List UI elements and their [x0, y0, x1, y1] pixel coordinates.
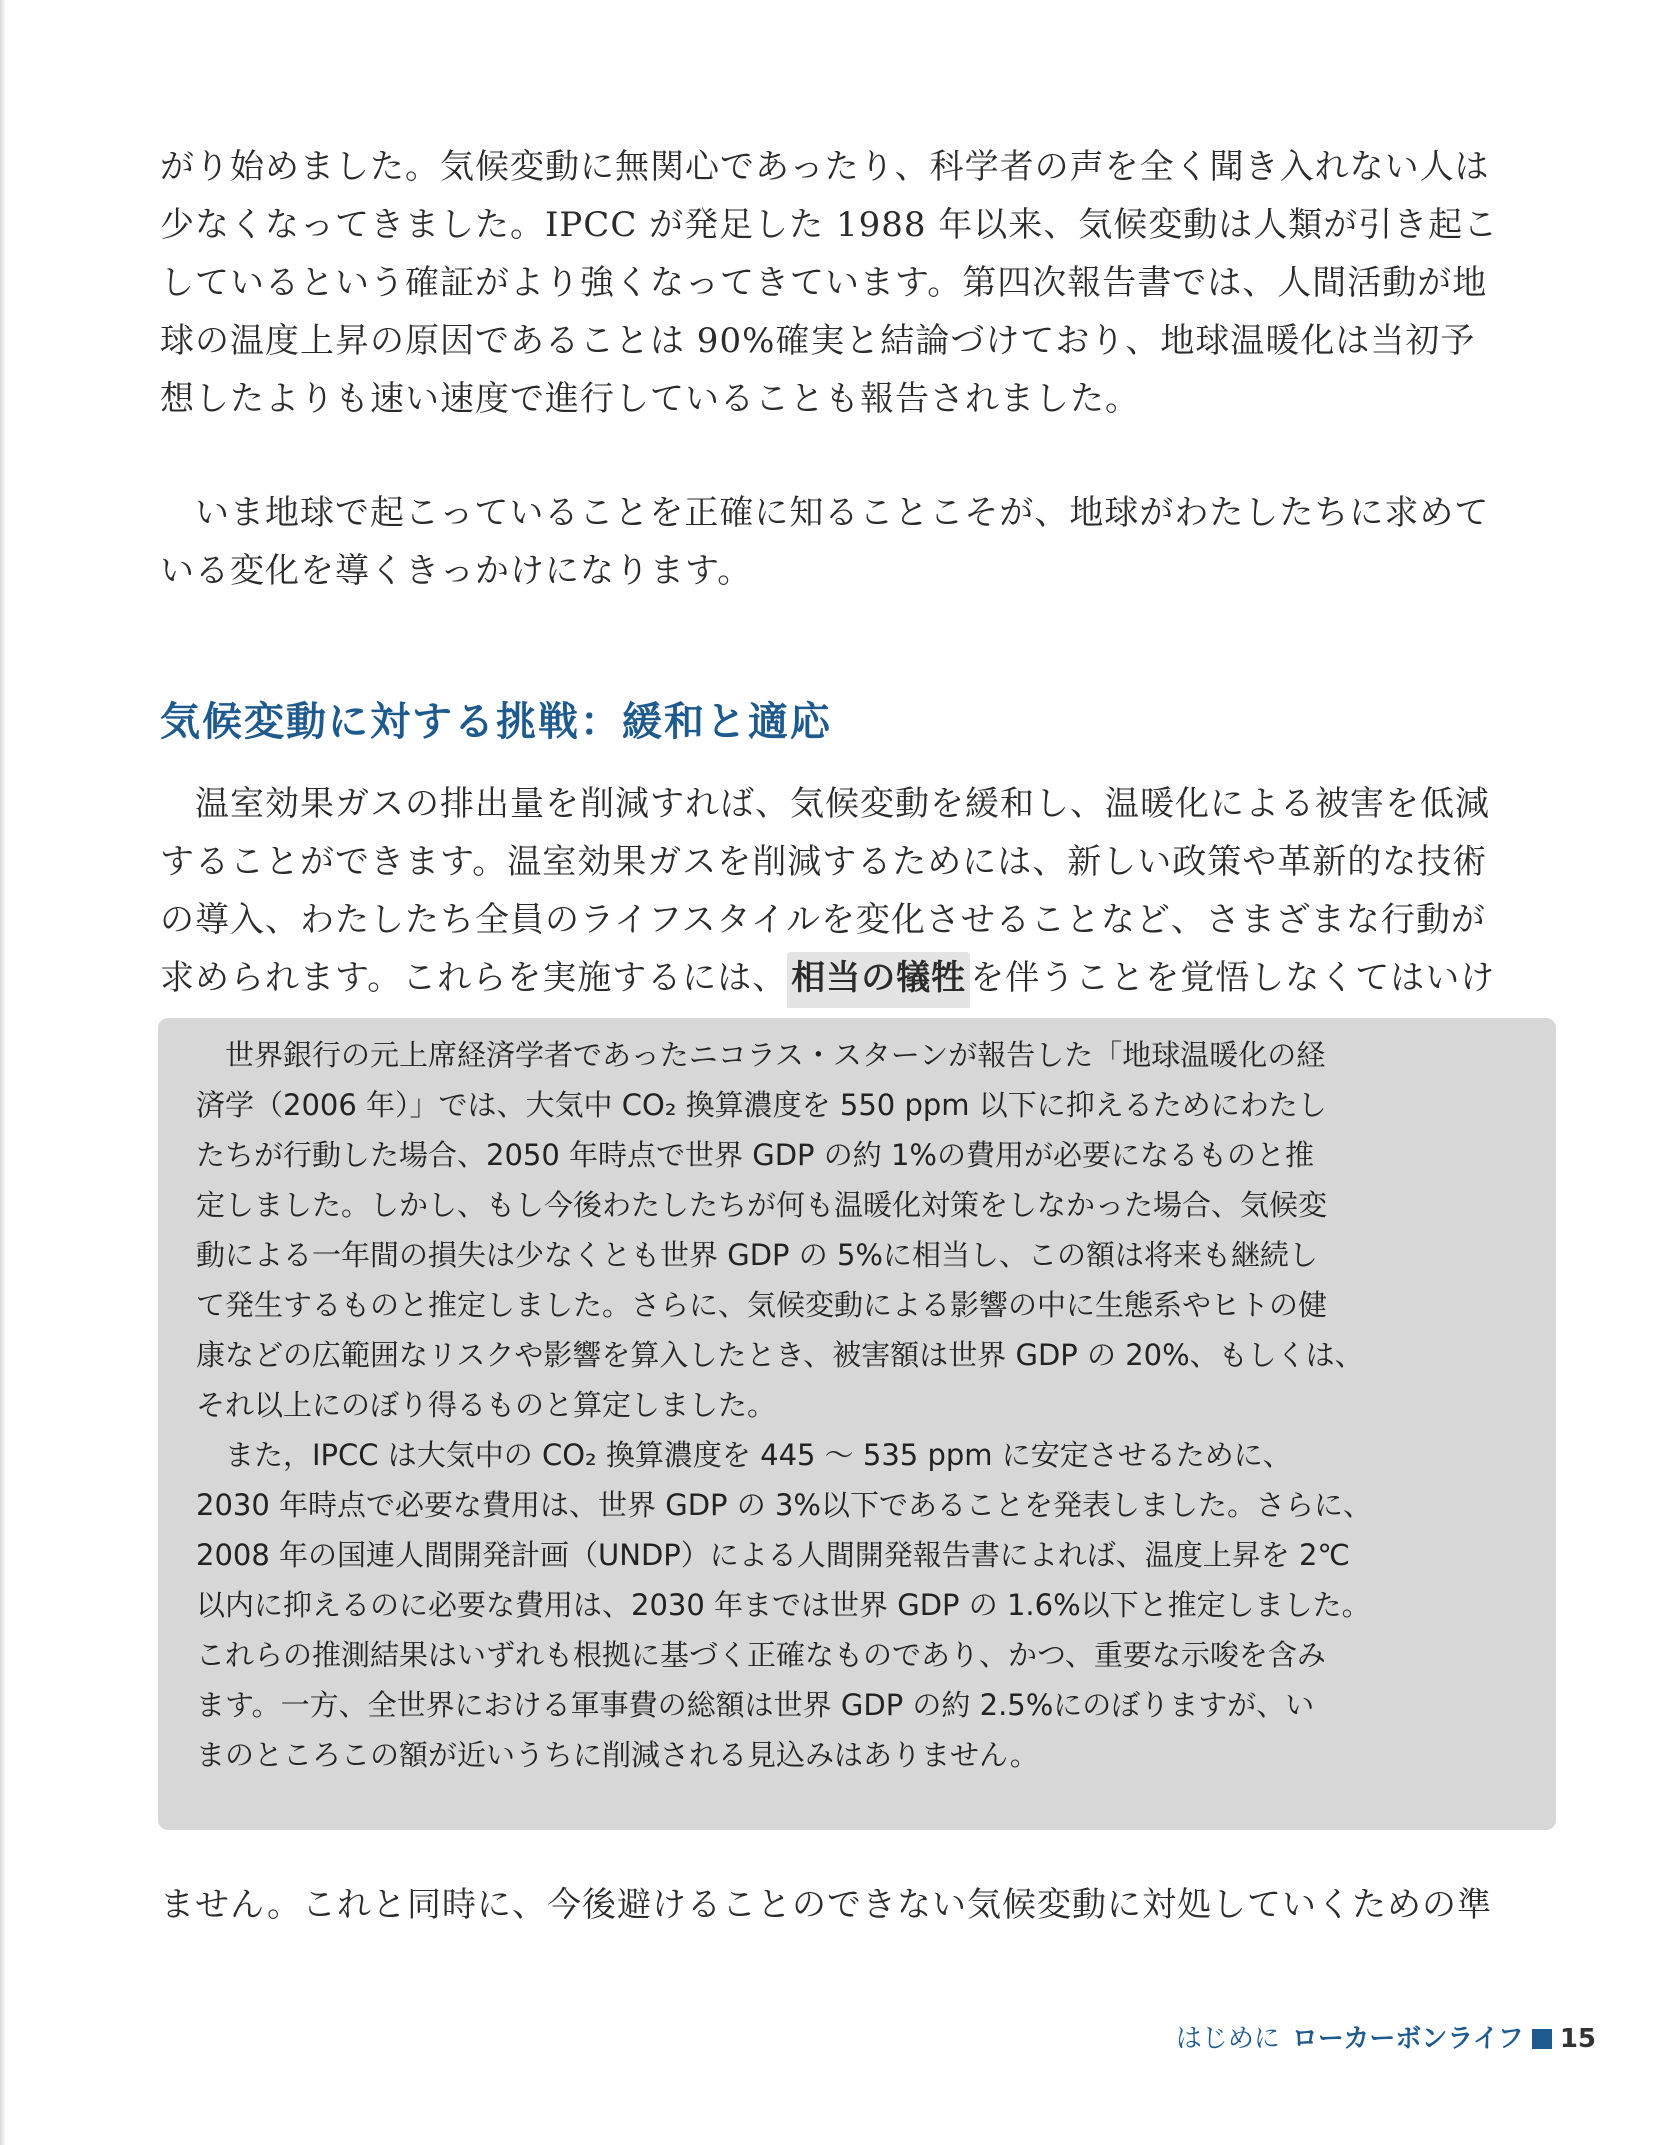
box-line: 康などの広範囲なリスクや影響を算入したとき、被害額は世界 GDP の 20%、もしくは、	[196, 1338, 1364, 1372]
box-line: 動による一年間の損失は少なくとも世界 GDP の 5%に相当し、この額は将来も継続し	[196, 1238, 1318, 1272]
box-line: まのところこの額が近いうちに削減される見込みはありません。	[196, 1738, 1039, 1772]
footer-chapter: はじめに	[1175, 2024, 1280, 2054]
footer-book-title: ローカーボンライフ	[1291, 2024, 1524, 2054]
text-line: することができます。温室効果ガスを削減するためには、新しい政策や革新的な技術	[160, 842, 1488, 882]
box-line: て発生するものと推定しました。さらに、気候変動による影響の中に生態系やヒトの健	[196, 1288, 1328, 1322]
box-line: 定しました。しかし、もし今後わたしたちが何も温暖化対策をしなかった場合、気候変	[196, 1188, 1328, 1222]
square-icon	[1532, 2029, 1552, 2049]
text-fragment: を伴うことを覚悟しなくてはいけ	[970, 958, 1496, 998]
highlighted-term: 相当の犠牲	[787, 952, 970, 1008]
box-line: 2030 年時点で必要な費用は、世界 GDP の 3%以下であることを発表しました。さらに、	[196, 1488, 1372, 1522]
box-line: 以内に抑えるのに必要な費用は、2030 年までは世界 GDP の 1.6%以下と推定しました。	[196, 1588, 1371, 1622]
box-line: それ以上にのぼり得るものと算定しました。	[196, 1388, 777, 1422]
paragraph-1	[160, 138, 1550, 428]
box-line: 済学（2006 年）」では、大気中 CO₂ 換算濃度を 550 ppm 以下に抑えるためにわたし	[196, 1088, 1327, 1122]
box-line: 2008 年の国連人間開発計画（UNDP）による人間開発報告書によれば、温度上昇を 2℃	[196, 1538, 1350, 1572]
text-line: の導入、わたしたち全員のライフスタイルを変化させることなど、さまざまな行動が	[160, 900, 1486, 940]
page-edge-shadow	[0, 0, 6, 2145]
info-box-text	[196, 1030, 1526, 1780]
text-line: 少なくなってきました。IPCC が発足した 1988 年以来、気候変動は人類が引き起こ	[160, 205, 1499, 245]
section-heading: 気候変動に対する挑戦：緩和と適応	[160, 699, 832, 745]
text-line-with-highlight	[160, 949, 1550, 1007]
paragraph-4	[160, 1876, 1550, 1934]
text-fragment: 求められます。これらを実施するには、	[160, 958, 788, 998]
box-line: たちが行動した場合、2050 年時点で世界 GDP の約 1%の費用が必要になるものと推	[196, 1138, 1314, 1172]
box-line: 世界銀行の元上席経済学者であったニコラス・スターンが報告した「地球温暖化の経	[196, 1038, 1326, 1072]
text-line: がり始めました。気候変動に無関心であったり、科学者の声を全く聞き入れない人は	[160, 147, 1490, 187]
box-line: また，IPCC は大気中の CO₂ 換算濃度を 445 ～ 535 ppm に安定させるために、	[196, 1438, 1292, 1472]
box-line: これらの推測結果はいずれも根拠に基づく正確なものであり、かつ、重要な示唆を含み	[196, 1638, 1326, 1672]
text-line: いま地球で起こっていることを正確に知ることこそが、地球がわたしたちに求めて	[160, 493, 1490, 533]
text-line: 球の温度上昇の原因であることは 90%確実と結論づけており、地球温暖化は当初予	[160, 321, 1476, 361]
page-footer	[1176, 2018, 1596, 2055]
paragraph-3	[160, 775, 1550, 1007]
text-line: いる変化を導くきっかけになります。	[160, 551, 753, 591]
text-line: 想したよりも速い速度で進行していることも報告されました。	[160, 379, 1140, 419]
box-line: ます。一方、全世界における軍事費の総額は世界 GDP の約 2.5%にのぼりますが、い	[196, 1688, 1315, 1722]
text-line: 温室効果ガスの排出量を削減すれば、気候変動を緩和し、温暖化による被害を低減	[160, 784, 1490, 824]
page-number: 15	[1559, 2024, 1596, 2054]
text-line: しているという確証がより強くなってきています。第四次報告書では、人間活動が地	[160, 263, 1488, 303]
paragraph-2	[160, 484, 1550, 600]
text-line: ません。これと同時に、今後避けることのできない気候変動に対処していくための準	[160, 1885, 1493, 1925]
